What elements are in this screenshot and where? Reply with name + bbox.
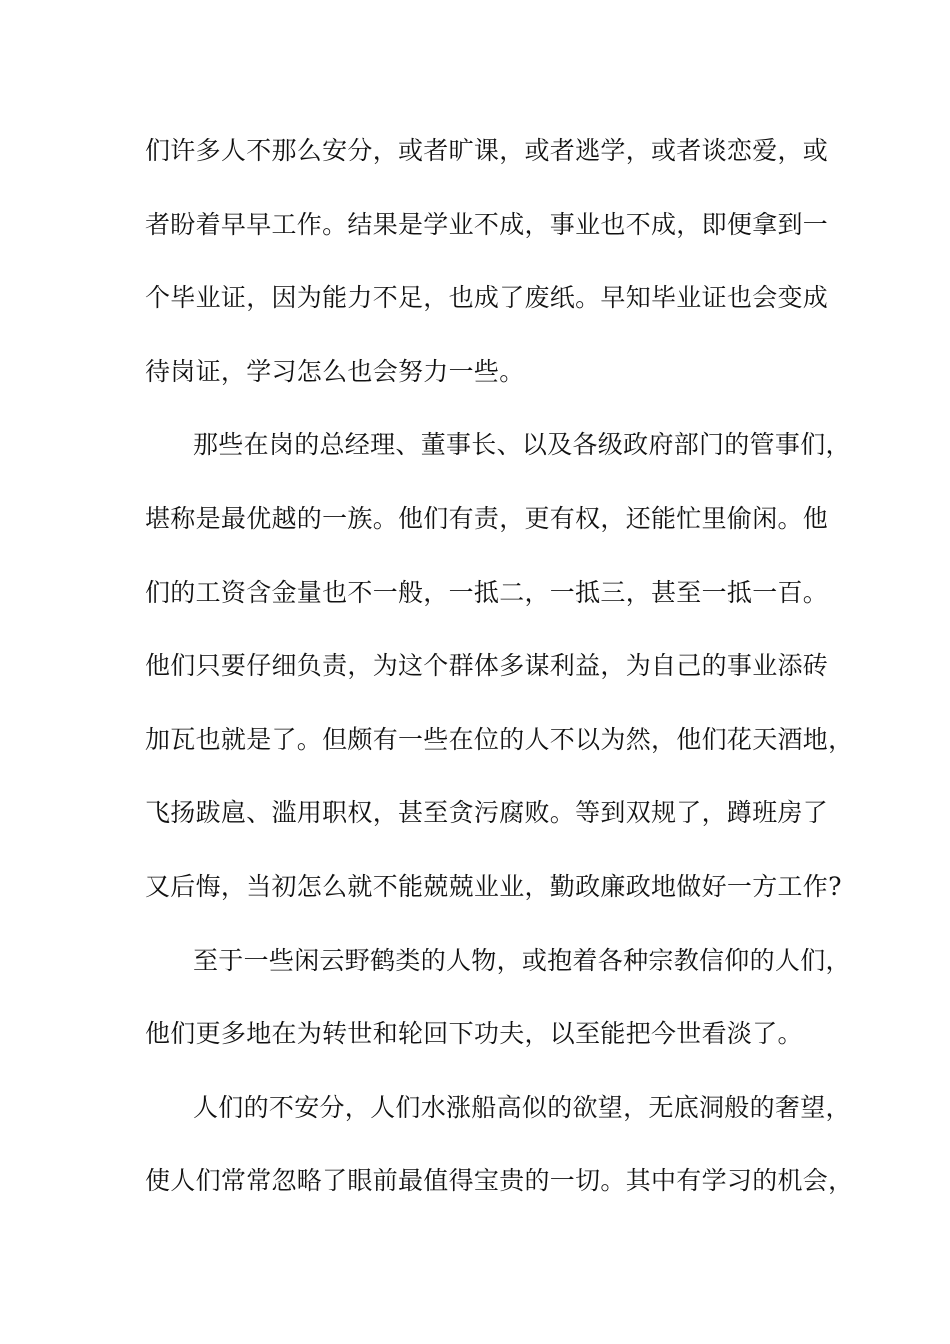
text-line: 那些在岗的总经理、董事长、以及各级政府部门的管事们， xyxy=(193,430,851,460)
text-line: 至于一些闲云野鹤类的人物，或抱着各种宗教信仰的人们， xyxy=(193,945,851,975)
text-line: 加瓦也就是了。但颇有一些在位的人不以为然，他们花天酒地， xyxy=(145,724,854,754)
text-line: 他们更多地在为转世和轮回下功夫，以至能把今世看淡了。 xyxy=(145,1019,803,1049)
document-body-text xyxy=(145,125,854,1229)
text-line: 人们的不安分，人们水涨船高似的欲望，无底洞般的奢望， xyxy=(193,1092,851,1122)
text-line: 飞扬跋扈、滥用职权，甚至贪污腐败。等到双规了，蹲班房了 xyxy=(145,798,829,828)
text-line: 个毕业证，因为能力不足，也成了废纸。早知毕业证也会变成 xyxy=(145,283,829,313)
text-line: 又后悔，当初怎么就不能兢兢业业，勤政廉政地做好一方工作? xyxy=(145,871,842,901)
text-line: 者盼着早早工作。结果是学业不成，事业也不成，即便拿到一 xyxy=(145,209,829,239)
text-line: 堪称是最优越的一族。他们有责，更有权，还能忙里偷闲。他 xyxy=(145,503,829,533)
text-line: 使人们常常忽略了眼前最值得宝贵的一切。其中有学习的机会， xyxy=(145,1166,854,1196)
text-line: 他们只要仔细负责，为这个群体多谋利益，为自己的事业添砖 xyxy=(145,651,829,681)
text-line: 待岗证，学习怎么也会努力一些。 xyxy=(145,356,525,386)
text-line: 们许多人不那么安分，或者旷课，或者逃学，或者谈恋爱，或 xyxy=(145,136,829,165)
text-line: 们的工资含金量也不一般，一抵二，一抵三，甚至一抵一百。 xyxy=(145,577,829,607)
